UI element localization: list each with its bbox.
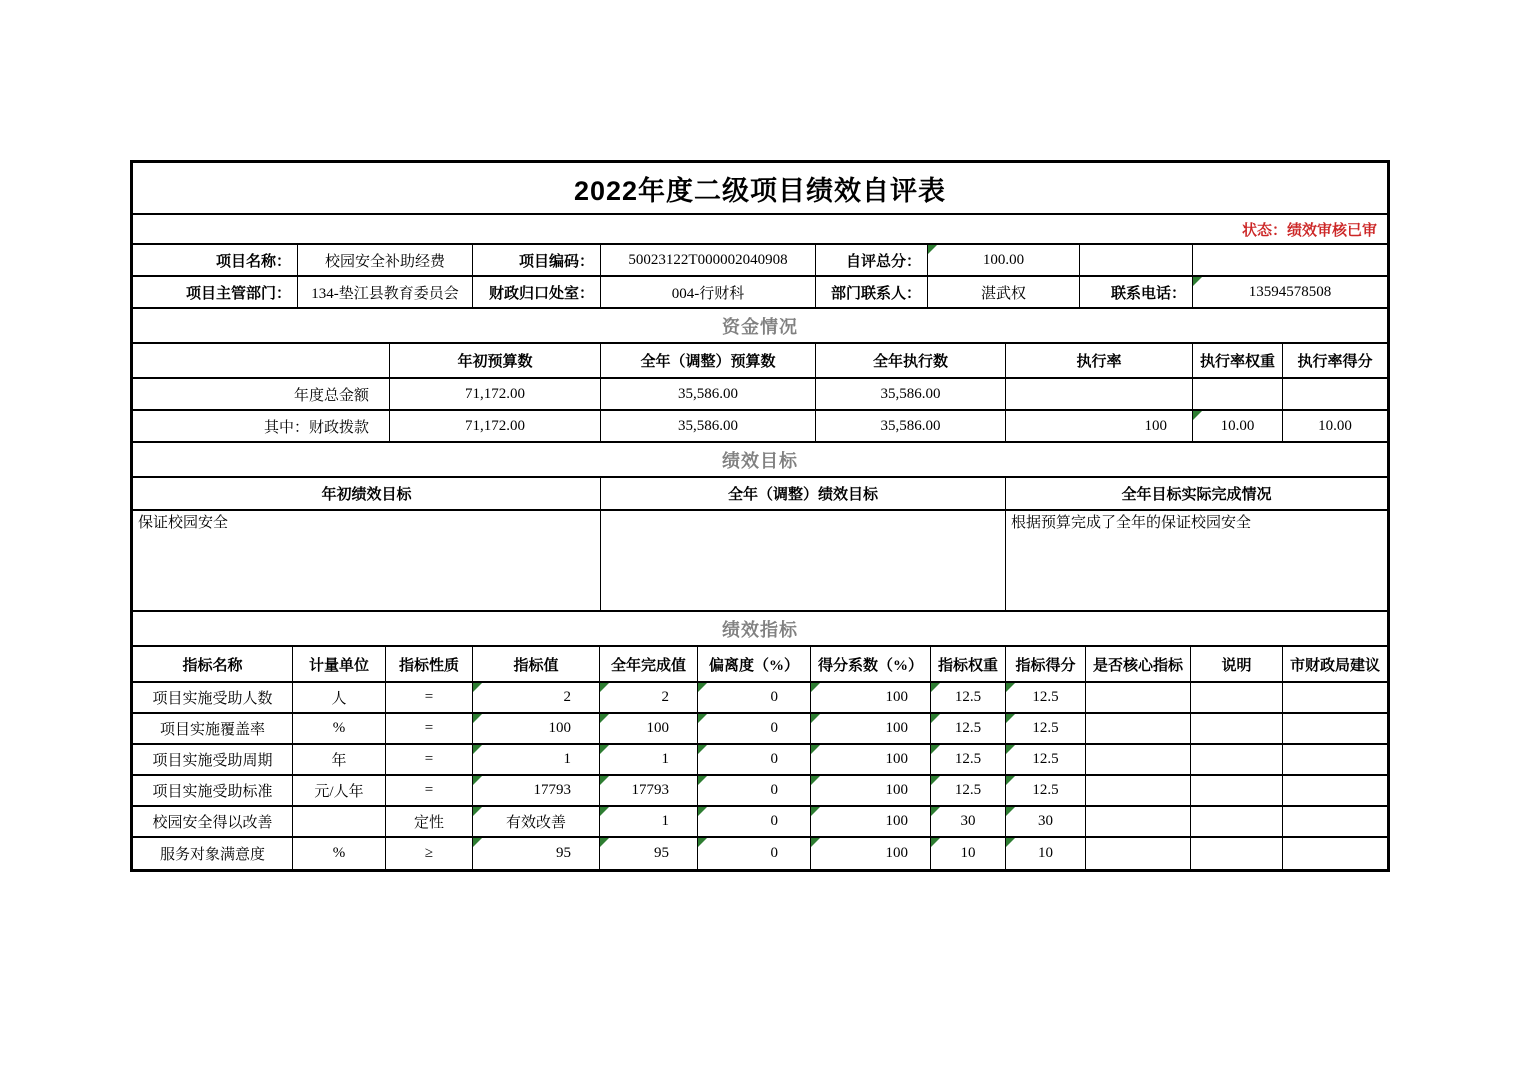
- table-cell: [698, 776, 811, 805]
- comment-flag-icon: [698, 838, 707, 847]
- empty-cell: [1086, 683, 1191, 712]
- indicator-header-name: 指标名称: [133, 647, 293, 681]
- cell-text: 100: [885, 720, 908, 736]
- empty-cell: [1086, 807, 1191, 836]
- table-cell: 定性: [386, 807, 473, 836]
- table-cell: [698, 838, 811, 869]
- indicator-header-unit: 计量单位: [293, 647, 386, 681]
- cell-text: 0: [770, 813, 778, 829]
- table-cell: [600, 714, 698, 743]
- comment-flag-icon: [811, 807, 820, 816]
- comment-flag-icon: [473, 714, 482, 723]
- cell-text: 100: [885, 782, 908, 798]
- table-cell: 人: [293, 683, 386, 712]
- dept-label: 项目主管部门：: [133, 277, 298, 307]
- table-cell: [1006, 776, 1086, 805]
- comment-flag-icon: [698, 776, 707, 785]
- table-cell: [1006, 745, 1086, 774]
- empty-cell: [1283, 807, 1387, 836]
- table-cell: [1006, 807, 1086, 836]
- funding-header-executed: 全年执行数: [816, 344, 1006, 377]
- table-cell: 35,586.00: [601, 379, 816, 409]
- empty-cell: [1191, 807, 1283, 836]
- indicators-section-title: 绩效指标: [722, 619, 798, 640]
- indicator-row: [133, 807, 1387, 838]
- table-cell: %: [293, 838, 386, 869]
- table-cell: [698, 683, 811, 712]
- self-score-text: 100.00: [982, 251, 1025, 268]
- comment-flag-icon: [1006, 838, 1015, 847]
- goals-section-title: 绩效目标: [722, 450, 798, 471]
- comment-flag-icon: [811, 714, 820, 723]
- project-code-label: 项目编码：: [473, 245, 601, 275]
- cell-text: 0: [770, 845, 778, 861]
- cell-text: 0: [770, 689, 778, 705]
- funding-row-fiscal: [133, 411, 1387, 443]
- comment-flag-icon: [600, 745, 609, 754]
- cell-text: 17793: [631, 782, 669, 798]
- table-cell: 71,172.00: [390, 411, 601, 441]
- comment-flag-icon: [931, 714, 940, 723]
- comment-flag-icon: [698, 714, 707, 723]
- contact-label: 部门联系人：: [816, 277, 928, 307]
- table-cell: [811, 683, 931, 712]
- page-title: 2022年度二级项目绩效自评表: [573, 175, 947, 206]
- cell-text: 100: [885, 751, 908, 767]
- indicator-row: [133, 683, 1387, 714]
- comment-flag-icon: [600, 714, 609, 723]
- comment-flag-icon: [698, 807, 707, 816]
- indicator-header-weight: 指标权重: [931, 647, 1006, 681]
- empty-cell: [1283, 745, 1387, 774]
- cell-text: 100: [646, 720, 669, 736]
- comment-flag-icon: [931, 838, 940, 847]
- goal-actual-text: 根据预算完成了全年的保证校园安全: [1011, 515, 1252, 531]
- goals-header-initial: 年初绩效目标: [133, 478, 601, 509]
- empty-cell: [1086, 714, 1191, 743]
- funding-section-title: 资金情况: [722, 316, 798, 337]
- table-cell: ≥: [386, 838, 473, 869]
- comment-flag-icon: [473, 838, 482, 847]
- table-cell: 35,586.00: [816, 379, 1006, 409]
- cell-text: 0: [770, 782, 778, 798]
- project-name-label: 项目名称：: [133, 245, 298, 275]
- cell-text: 12.5: [1032, 689, 1059, 705]
- comment-flag-icon: [600, 838, 609, 847]
- project-info-row-1: [133, 245, 1387, 277]
- cell-text: 12.5: [954, 689, 982, 705]
- empty-cell: [1283, 683, 1387, 712]
- table-cell: 71,172.00: [390, 379, 601, 409]
- cell-text: 0: [770, 720, 778, 736]
- cell-text: 12.5: [954, 751, 982, 767]
- cell-text: 2: [661, 689, 669, 705]
- comment-flag-icon: [1006, 776, 1015, 785]
- empty-cell: [1191, 683, 1283, 712]
- comment-flag-icon: [931, 807, 940, 816]
- status-badge: 状态：绩效审核已审: [1241, 222, 1377, 239]
- table-cell: =: [386, 714, 473, 743]
- finance-office-value: 004-行财科: [601, 277, 816, 307]
- table-cell: [473, 745, 600, 774]
- comment-flag-icon: [811, 838, 820, 847]
- project-name-value: 校园安全补助经费: [298, 245, 473, 275]
- table-cell: 35,586.00: [816, 411, 1006, 441]
- rate-weight-text: 10.00: [1220, 417, 1255, 434]
- comment-flag-icon: [698, 745, 707, 754]
- empty-cell: [1283, 838, 1387, 869]
- indicator-name: 项目实施受助标准: [133, 776, 293, 805]
- indicator-name: 项目实施受助人数: [133, 683, 293, 712]
- table-cell: [931, 683, 1006, 712]
- cell-text: 100: [885, 845, 908, 861]
- indicators-header-row: [133, 647, 1387, 683]
- status-row: [133, 215, 1387, 245]
- table-cell: [473, 838, 600, 869]
- empty-cell: [1086, 838, 1191, 869]
- table-cell: %: [293, 714, 386, 743]
- indicator-header-nature: 指标性质: [386, 647, 473, 681]
- goal-initial-text: 保证校园安全: [133, 511, 601, 610]
- indicator-header-score-coef: 得分系数（%）: [811, 647, 931, 681]
- goals-header-actual: 全年目标实际完成情况: [1121, 487, 1272, 503]
- cell-text: 30: [960, 813, 976, 829]
- indicator-header-core: 是否核心指标: [1086, 647, 1191, 681]
- table-cell: 35,586.00: [601, 411, 816, 441]
- table-cell: 年: [293, 745, 386, 774]
- table-cell: [931, 776, 1006, 805]
- funding-header-rate-weight: 执行率权重: [1193, 344, 1283, 377]
- indicator-name: 校园安全得以改善: [133, 807, 293, 836]
- title-row: [133, 163, 1387, 215]
- cell-text: 1: [661, 813, 669, 829]
- project-code-value: 50023122T000002040908: [601, 245, 816, 275]
- cell-text: 10: [960, 845, 976, 861]
- comment-flag-icon: [1193, 411, 1202, 420]
- comment-flag-icon: [1193, 277, 1202, 286]
- comment-flag-icon: [473, 683, 482, 692]
- funding-section-row: [133, 309, 1387, 344]
- self-score-label: 自评总分：: [816, 245, 928, 275]
- phone-label: 联系电话：: [1080, 277, 1193, 307]
- empty-cell: [1191, 776, 1283, 805]
- goals-header-row: [133, 478, 1387, 511]
- comment-flag-icon: [928, 245, 937, 254]
- empty-cell: [1191, 838, 1283, 869]
- table-cell: [1193, 411, 1283, 441]
- comment-flag-icon: [698, 683, 707, 692]
- empty-cell: [1191, 714, 1283, 743]
- goals-section-row: [133, 443, 1387, 478]
- table-cell: [811, 714, 931, 743]
- comment-flag-icon: [811, 745, 820, 754]
- cell-text: 有效改善: [505, 815, 566, 831]
- contact-value: 湛武权: [928, 277, 1080, 307]
- funding-header-adjusted-budget: 全年（调整）预算数: [601, 344, 816, 377]
- table-cell: [600, 683, 698, 712]
- indicator-header-suggestion: 市财政局建议: [1289, 657, 1380, 674]
- cell-text: 12.5: [1032, 720, 1059, 736]
- cell-text: 12.5: [954, 782, 982, 798]
- funding-total-label: 年度总金额: [133, 379, 390, 409]
- table-cell: [931, 714, 1006, 743]
- comment-flag-icon: [600, 776, 609, 785]
- indicator-header-score: 指标得分: [1006, 647, 1086, 681]
- table-cell: [811, 807, 931, 836]
- goals-content-row: [133, 511, 1387, 612]
- goal-adjusted-text: [601, 511, 1006, 610]
- comment-flag-icon: [1006, 714, 1015, 723]
- table-cell: [811, 776, 931, 805]
- cell-text: 0: [770, 751, 778, 767]
- table-cell: [931, 807, 1006, 836]
- empty-cell: [1086, 745, 1191, 774]
- cell-text: 30: [1038, 813, 1053, 829]
- empty-cell: [1283, 714, 1387, 743]
- comment-flag-icon: [931, 776, 940, 785]
- table-cell: 10.00: [1318, 417, 1352, 434]
- goals-header-adjusted: 全年（调整）绩效目标: [601, 478, 1006, 509]
- empty-cell: [1283, 379, 1387, 409]
- empty-cell: [1080, 245, 1193, 275]
- table-cell: [811, 838, 931, 869]
- table-cell: 元/人年: [293, 776, 386, 805]
- cell-text: 12.5: [954, 720, 982, 736]
- cell-text: 2: [563, 689, 571, 705]
- comment-flag-icon: [1006, 745, 1015, 754]
- cell-text: 95: [556, 845, 571, 861]
- cell-text: 1: [661, 751, 669, 767]
- comment-flag-icon: [473, 807, 482, 816]
- empty-cell: [1191, 745, 1283, 774]
- comment-flag-icon: [811, 776, 820, 785]
- table-cell: [811, 745, 931, 774]
- indicator-row: [133, 745, 1387, 776]
- indicator-header-target: 指标值: [473, 647, 600, 681]
- comment-flag-icon: [811, 683, 820, 692]
- funding-header-blank: [133, 344, 390, 377]
- phone-text: 13594578508: [1248, 283, 1332, 300]
- empty-cell: [1086, 776, 1191, 805]
- indicators-section-row: [133, 612, 1387, 647]
- project-info-row-2: [133, 277, 1387, 309]
- dept-value: 134-垫江县教育委员会: [298, 277, 473, 307]
- table-cell: [931, 745, 1006, 774]
- funding-row-total: [133, 379, 1387, 411]
- empty-cell: [1006, 379, 1193, 409]
- funding-fiscal-label: 其中：财政拨款: [133, 411, 390, 441]
- table-cell: [473, 714, 600, 743]
- table-cell: =: [386, 745, 473, 774]
- table-cell: [698, 714, 811, 743]
- empty-cell: [1193, 379, 1283, 409]
- funding-header-initial-budget: 年初预算数: [390, 344, 601, 377]
- indicator-header-deviation: 偏离度（%）: [698, 647, 811, 681]
- indicator-name: 项目实施覆盖率: [133, 714, 293, 743]
- comment-flag-icon: [931, 683, 940, 692]
- cell-text: 17793: [533, 782, 571, 798]
- table-cell: [931, 838, 1006, 869]
- funding-header-rate-score: 执行率得分: [1297, 354, 1373, 370]
- comment-flag-icon: [1006, 807, 1015, 816]
- comment-flag-icon: [1006, 683, 1015, 692]
- table-cell: =: [386, 683, 473, 712]
- comment-flag-icon: [931, 745, 940, 754]
- indicator-name: 项目实施受助周期: [133, 745, 293, 774]
- cell-text: 12.5: [1032, 782, 1059, 798]
- table-cell: [600, 838, 698, 869]
- indicator-row: [133, 776, 1387, 807]
- table-cell: [600, 745, 698, 774]
- table-cell: [1006, 683, 1086, 712]
- indicator-header-completed: 全年完成值: [600, 647, 698, 681]
- self-score-value: [928, 245, 1080, 275]
- table-cell: [1006, 714, 1086, 743]
- cell-text: 100: [548, 720, 571, 736]
- comment-flag-icon: [473, 776, 482, 785]
- table-cell: [698, 807, 811, 836]
- table-cell: [600, 776, 698, 805]
- indicator-name: 服务对象满意度: [133, 838, 293, 869]
- phone-value: [1193, 277, 1387, 307]
- cell-text: 100: [885, 689, 908, 705]
- cell-text: 12.5: [1032, 751, 1059, 767]
- indicator-header-note: 说明: [1191, 647, 1283, 681]
- cell-text: 95: [654, 845, 669, 861]
- table-cell: [1006, 838, 1086, 869]
- comment-flag-icon: [600, 683, 609, 692]
- table-cell: [473, 807, 600, 836]
- table-cell: =: [386, 776, 473, 805]
- table-cell: [473, 776, 600, 805]
- cell-text: 10: [1038, 845, 1053, 861]
- table-cell: [473, 683, 600, 712]
- cell-text: 100: [885, 813, 908, 829]
- table-cell: [293, 807, 386, 836]
- table-cell: [600, 807, 698, 836]
- comment-flag-icon: [600, 807, 609, 816]
- comment-flag-icon: [473, 745, 482, 754]
- evaluation-table: [130, 160, 1390, 872]
- table-cell: [698, 745, 811, 774]
- indicator-row: [133, 714, 1387, 745]
- empty-cell: [1283, 776, 1387, 805]
- cell-text: 1: [563, 751, 571, 767]
- indicator-row: [133, 838, 1387, 869]
- funding-header-row: [133, 344, 1387, 379]
- funding-header-execution-rate: 执行率: [1006, 344, 1193, 377]
- table-cell: 100: [1006, 411, 1193, 441]
- empty-cell: [1193, 245, 1387, 275]
- finance-office-label: 财政归口处室：: [473, 277, 601, 307]
